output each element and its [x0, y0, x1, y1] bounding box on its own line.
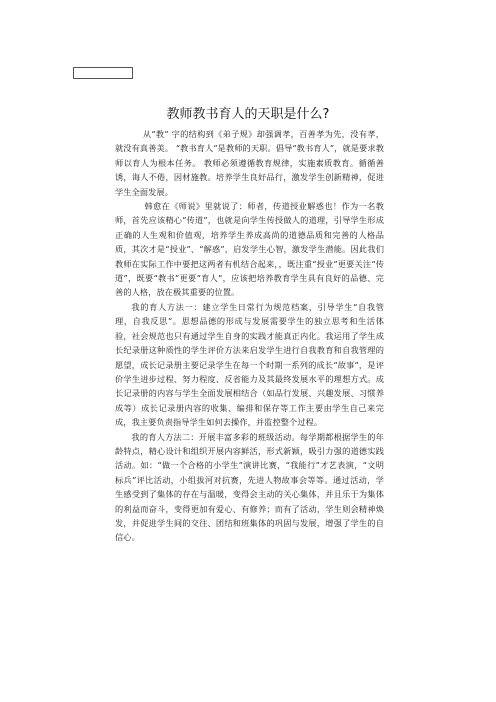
paragraph-4: 我的育人方法二：开展丰富多彩的班级活动。每学期都根据学生的年龄特点，精心设计和组织开展内容鲜活，形式新颖，吸引力强的道德实践活动。如：“做一个合格的小学生”演讲比赛，“我能行”才艺表演，“文明标兵”评比活动，小组拔河对抗赛，先进人物故事会等等。通过活动，学生感受到了集体的存在与温暖，变得会主动的关心集体，并且乐于为集体的利益而奋斗，变得更加有爱心、有修养；而有了活动，学生则会精神焕发，并促进学生间的交往、团结和班集体的巩固与发展，增强了学生的自信心。 — [115, 431, 384, 543]
header-box — [73, 67, 133, 79]
document-title: 教师教书育人的天职是什么? — [166, 107, 330, 122]
paragraph-2: 韩愈在《师说》里就说了：师者，传道授业解惑也！作为一名教师，首先应该精心“传道”，也就是向学生传授做人的道理，引导学生形成正确的人生观和价值观，培养学生养成高尚的道德品质和完善的人格品质，其次才是“授业”、“解惑”，启发学生心智，激发学生潜能。因此我们教师在实际工作中要把这两者有机结合起来，，既注重“授业”更要关注“传道”，既要“教书”更要“育人”，应该把培养教育学生具有良好的品德、完善的人格，放在极其重要的位置。 — [115, 201, 384, 298]
paragraph-1: 从“教” 字的结构到《弟子规》却强调孝，百善孝为先，没有孝，就没有真善美。 “教书育人”是教师的天职。倡导“教书育人”，就是要求教师以育人为根本任务。 教师必须遵循教育规律，实施素质教育。循循善诱，诲人不倦，因材施教。培养学生良好品行，激发学生创新精神，促进学生全面发展。 — [115, 129, 384, 197]
document-body — [115, 127, 384, 545]
paragraph-3: 我的育人方法一：建立学生日常行为规范档案，引导学生“自我管理，自我反思”。思想品德的形成与发展需要学生的独立思考和生活体验，社会规范也只有通过学生自身的实践才能真正内化。我运用了学生成长纪录册这种质性的学生评价方法来启发学生进行自我教育和自我管理的愿望，成长记录册主要记录学生在每一个时期一系列的成长“故事”，是评价学生进步过程、努力程度、反省能力及其最终发展水平的理想方式。成长记录册的内容与学生全面发展相结合（如品行发展、兴趣发展、习惯养成等）成长记录册内容的收集、编排和保存等工作主要由学生自己来完成，我主要负责指导学生如何去操作，并监控整个过程。 — [115, 301, 384, 428]
